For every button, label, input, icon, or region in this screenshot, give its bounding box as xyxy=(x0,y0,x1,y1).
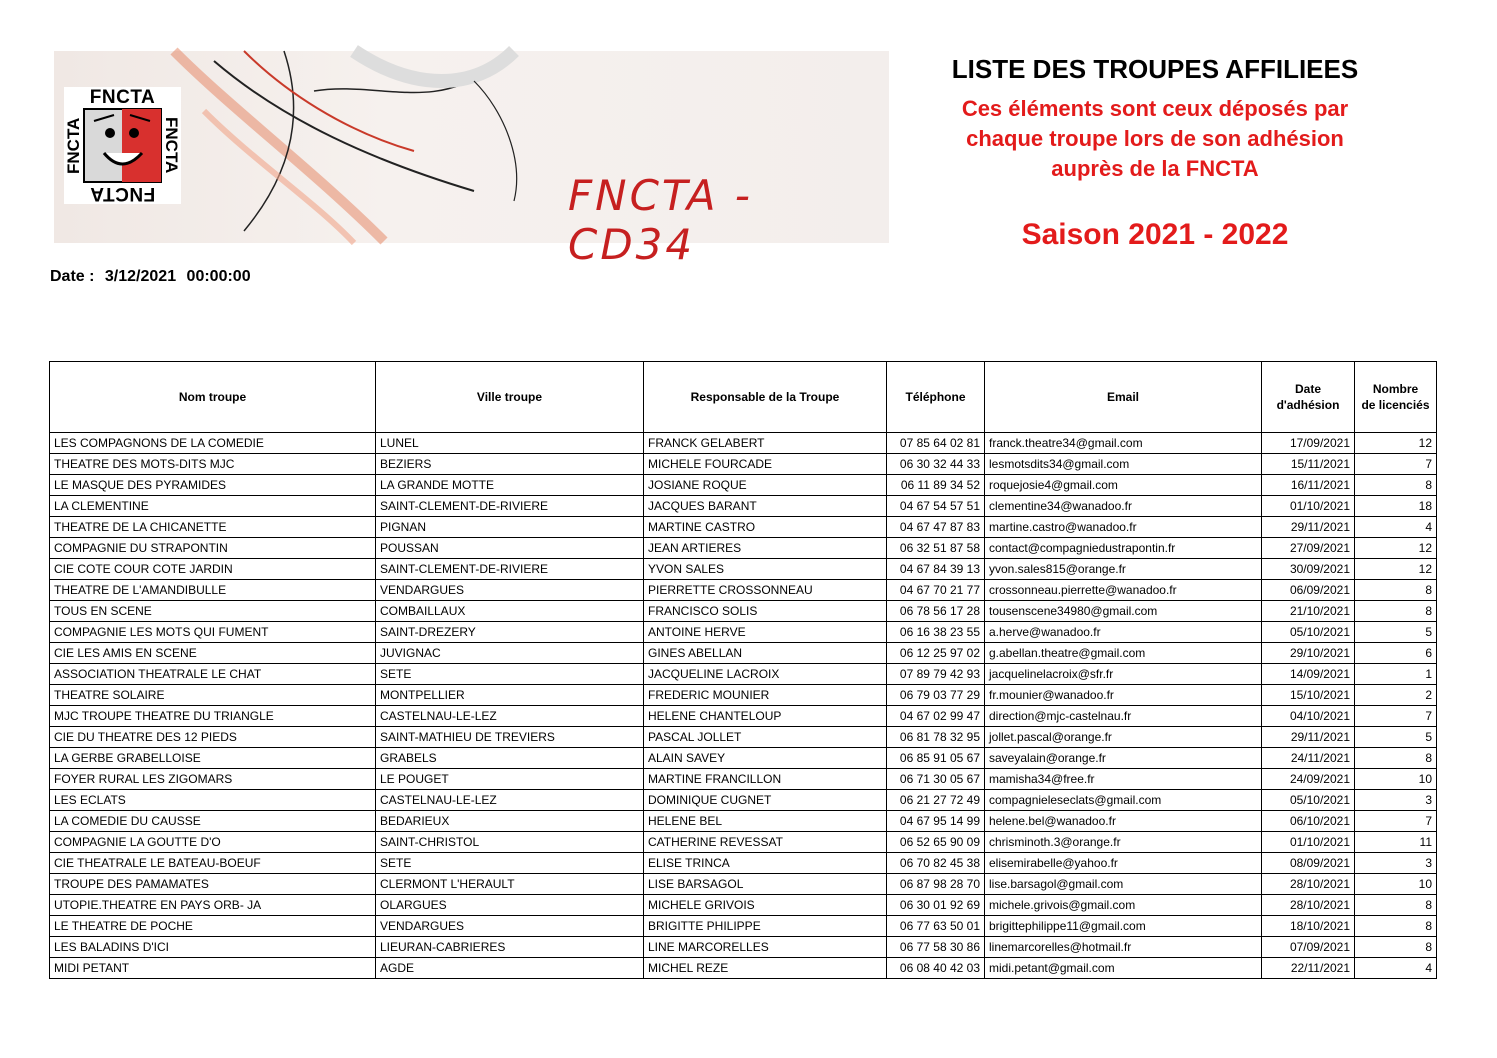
col-header-nombre-line1: Nombre xyxy=(1372,382,1419,396)
cell-ville-troupe: POUSSAN xyxy=(376,538,644,559)
cell-nombre-licencies: 5 xyxy=(1355,622,1437,643)
cell-nombre-licencies: 12 xyxy=(1355,559,1437,580)
cell-telephone: 06 32 51 87 58 xyxy=(887,538,985,559)
cell-date-adhesion: 01/10/2021 xyxy=(1262,832,1355,853)
cell-responsable: JEAN ARTIERES xyxy=(644,538,887,559)
cell-nombre-licencies: 8 xyxy=(1355,937,1437,958)
cell-responsable: YVON SALES xyxy=(644,559,887,580)
cell-telephone: 06 11 89 34 52 xyxy=(887,475,985,496)
cell-nombre-licencies: 8 xyxy=(1355,601,1437,622)
col-header-email: Email xyxy=(985,362,1262,433)
cell-telephone: 06 78 56 17 28 xyxy=(887,601,985,622)
cell-responsable: HELENE CHANTELOUP xyxy=(644,706,887,727)
cell-responsable: LINE MARCORELLES xyxy=(644,937,887,958)
cell-telephone: 07 89 79 42 93 xyxy=(887,664,985,685)
cell-telephone: 06 16 38 23 55 xyxy=(887,622,985,643)
cell-date-adhesion: 04/10/2021 xyxy=(1262,706,1355,727)
cell-nombre-licencies: 2 xyxy=(1355,685,1437,706)
cell-nombre-licencies: 7 xyxy=(1355,454,1437,475)
table-row xyxy=(50,496,1437,517)
cell-nom-troupe: LE MASQUE DES PYRAMIDES xyxy=(50,475,376,496)
cell-responsable: FRANCK GELABERT xyxy=(644,433,887,454)
cell-nom-troupe: CIE DU THEATRE DES 12 PIEDS xyxy=(50,727,376,748)
cell-nombre-licencies: 7 xyxy=(1355,706,1437,727)
cell-nombre-licencies: 8 xyxy=(1355,895,1437,916)
cell-nombre-licencies: 12 xyxy=(1355,538,1437,559)
cell-email: compagnieleseclats@gmail.com xyxy=(985,790,1262,811)
cell-email: michele.grivois@gmail.com xyxy=(985,895,1262,916)
cell-email: crossonneau.pierrette@wanadoo.fr xyxy=(985,580,1262,601)
col-header-date-line2: d'adhésion xyxy=(1276,398,1340,412)
date-label: Date : xyxy=(50,268,95,285)
cell-nombre-licencies: 12 xyxy=(1355,433,1437,454)
cell-nom-troupe: TOUS EN SCENE xyxy=(50,601,376,622)
cell-responsable: MICHELE FOURCADE xyxy=(644,454,887,475)
cell-responsable: JACQUES BARANT xyxy=(644,496,887,517)
subtitle-line-3: auprès de la FNCTA xyxy=(1051,156,1259,181)
cell-ville-troupe: LIEURAN-CABRIERES xyxy=(376,937,644,958)
cell-date-adhesion: 06/09/2021 xyxy=(1262,580,1355,601)
cell-email: martine.castro@wanadoo.fr xyxy=(985,517,1262,538)
cell-ville-troupe: CLERMONT L'HERAULT xyxy=(376,874,644,895)
table-row xyxy=(50,580,1437,601)
date-time: 00:00:00 xyxy=(186,268,251,285)
cell-email: fr.mounier@wanadoo.fr xyxy=(985,685,1262,706)
table-row xyxy=(50,685,1437,706)
cell-responsable: CATHERINE REVESSAT xyxy=(644,832,887,853)
table-row xyxy=(50,454,1437,475)
table-row xyxy=(50,853,1437,874)
cell-email: clementine34@wanadoo.fr xyxy=(985,496,1262,517)
cell-ville-troupe: SAINT-DREZERY xyxy=(376,622,644,643)
col-header-telephone: Téléphone xyxy=(887,362,985,433)
cell-email: lise.barsagol@gmail.com xyxy=(985,874,1262,895)
cell-date-adhesion: 29/11/2021 xyxy=(1262,517,1355,538)
cell-responsable: BRIGITTE PHILIPPE xyxy=(644,916,887,937)
cell-nom-troupe: COMPAGNIE LES MOTS QUI FUMENT xyxy=(50,622,376,643)
cell-date-adhesion: 15/10/2021 xyxy=(1262,685,1355,706)
cell-responsable: MICHEL REZE xyxy=(644,958,887,979)
table-row xyxy=(50,916,1437,937)
table-row xyxy=(50,433,1437,454)
fncta-logo xyxy=(64,87,181,204)
page-title: LISTE DES TROUPES AFFILIEES xyxy=(951,54,1359,84)
cell-nombre-licencies: 6 xyxy=(1355,643,1437,664)
cell-telephone: 06 77 63 50 01 xyxy=(887,916,985,937)
cell-email: roquejosie4@gmail.com xyxy=(985,475,1262,496)
cell-telephone: 06 85 91 05 67 xyxy=(887,748,985,769)
cell-date-adhesion: 07/09/2021 xyxy=(1262,937,1355,958)
cell-email: mamisha34@free.fr xyxy=(985,769,1262,790)
col-header-date-line1: Date xyxy=(1294,382,1321,396)
cell-ville-troupe: CASTELNAU-LE-LEZ xyxy=(376,790,644,811)
cell-nombre-licencies: 18 xyxy=(1355,496,1437,517)
cell-nombre-licencies: 8 xyxy=(1355,916,1437,937)
cell-nom-troupe: THEATRE DES MOTS-DITS MJC xyxy=(50,454,376,475)
cell-nombre-licencies: 7 xyxy=(1355,811,1437,832)
cell-nombre-licencies: 8 xyxy=(1355,475,1437,496)
cell-responsable: PIERRETTE CROSSONNEAU xyxy=(644,580,887,601)
cell-email: tousenscene34980@gmail.com xyxy=(985,601,1262,622)
cell-ville-troupe: SAINT-CLEMENT-DE-RIVIERE xyxy=(376,559,644,580)
cell-ville-troupe: SETE xyxy=(376,664,644,685)
cell-responsable: DOMINIQUE CUGNET xyxy=(644,790,887,811)
table-row xyxy=(50,895,1437,916)
logo-text-left: FNCTA xyxy=(64,117,83,174)
cell-nombre-licencies: 8 xyxy=(1355,580,1437,601)
cell-ville-troupe: MONTPELLIER xyxy=(376,685,644,706)
cell-date-adhesion: 14/09/2021 xyxy=(1262,664,1355,685)
table-row xyxy=(50,727,1437,748)
cell-date-adhesion: 30/09/2021 xyxy=(1262,559,1355,580)
cell-telephone: 04 67 54 57 51 xyxy=(887,496,985,517)
col-header-date xyxy=(1262,362,1355,433)
cell-nom-troupe: LES COMPAGNONS DE LA COMEDIE xyxy=(50,433,376,454)
cell-nombre-licencies: 4 xyxy=(1355,517,1437,538)
cell-nombre-licencies: 10 xyxy=(1355,769,1437,790)
subtitle-line-2: chaque troupe lors de son adhésion xyxy=(966,126,1344,151)
cell-nom-troupe: CIE THEATRALE LE BATEAU-BOEUF xyxy=(50,853,376,874)
cell-telephone: 06 79 03 77 29 xyxy=(887,685,985,706)
col-header-responsable: Responsable de la Troupe xyxy=(644,362,887,433)
cell-telephone: 06 77 58 30 86 xyxy=(887,937,985,958)
table-row xyxy=(50,937,1437,958)
cell-nombre-licencies: 8 xyxy=(1355,748,1437,769)
cell-date-adhesion: 24/11/2021 xyxy=(1262,748,1355,769)
page-subtitle xyxy=(905,94,1405,184)
cell-responsable: JOSIANE ROQUE xyxy=(644,475,887,496)
table-row xyxy=(50,958,1437,979)
cell-telephone: 06 08 40 42 03 xyxy=(887,958,985,979)
cell-email: chrisminoth.3@orange.fr xyxy=(985,832,1262,853)
cell-date-adhesion: 16/11/2021 xyxy=(1262,475,1355,496)
cell-email: yvon.sales815@orange.fr xyxy=(985,559,1262,580)
cell-responsable: ALAIN SAVEY xyxy=(644,748,887,769)
table-row xyxy=(50,664,1437,685)
cell-nom-troupe: LES BALADINS D'ICI xyxy=(50,937,376,958)
cell-email: helene.bel@wanadoo.fr xyxy=(985,811,1262,832)
cell-responsable: ANTOINE HERVE xyxy=(644,622,887,643)
cell-ville-troupe: LE POUGET xyxy=(376,769,644,790)
cell-telephone: 04 67 02 99 47 xyxy=(887,706,985,727)
cell-nom-troupe: LA COMEDIE DU CAUSSE xyxy=(50,811,376,832)
cell-nom-troupe: THEATRE SOLAIRE xyxy=(50,685,376,706)
cell-telephone: 04 67 84 39 13 xyxy=(887,559,985,580)
cell-ville-troupe: JUVIGNAC xyxy=(376,643,644,664)
cell-date-adhesion: 29/10/2021 xyxy=(1262,643,1355,664)
cell-email: elisemirabelle@yahoo.fr xyxy=(985,853,1262,874)
cell-date-adhesion: 05/10/2021 xyxy=(1262,790,1355,811)
cell-email: franck.theatre34@gmail.com xyxy=(985,433,1262,454)
cell-nom-troupe: COMPAGNIE DU STRAPONTIN xyxy=(50,538,376,559)
cell-date-adhesion: 21/10/2021 xyxy=(1262,601,1355,622)
cell-nom-troupe: LE THEATRE DE POCHE xyxy=(50,916,376,937)
cell-date-adhesion: 06/10/2021 xyxy=(1262,811,1355,832)
col-header-nombre-line2: de licenciés xyxy=(1361,398,1430,412)
cell-date-adhesion: 29/11/2021 xyxy=(1262,727,1355,748)
table-row xyxy=(50,643,1437,664)
cell-nom-troupe: CIE LES AMIS EN SCENE xyxy=(50,643,376,664)
cell-ville-troupe: SAINT-CLEMENT-DE-RIVIERE xyxy=(376,496,644,517)
cell-ville-troupe: VENDARGUES xyxy=(376,916,644,937)
cell-date-adhesion: 08/09/2021 xyxy=(1262,853,1355,874)
cell-ville-troupe: AGDE xyxy=(376,958,644,979)
cell-date-adhesion: 18/10/2021 xyxy=(1262,916,1355,937)
cell-nom-troupe: MIDI PETANT xyxy=(50,958,376,979)
cell-nom-troupe: CIE COTE COUR COTE JARDIN xyxy=(50,559,376,580)
cell-telephone: 06 21 27 72 49 xyxy=(887,790,985,811)
table-header-row xyxy=(50,362,1437,433)
cell-responsable: ELISE TRINCA xyxy=(644,853,887,874)
col-header-ville: Ville troupe xyxy=(376,362,644,433)
cell-nombre-licencies: 11 xyxy=(1355,832,1437,853)
cell-responsable: HELENE BEL xyxy=(644,811,887,832)
cell-telephone: 06 70 82 45 38 xyxy=(887,853,985,874)
cell-email: contact@compagniedustrapontin.fr xyxy=(985,538,1262,559)
cell-nom-troupe: COMPAGNIE LA GOUTTE D'O xyxy=(50,832,376,853)
theatre-masks-icon xyxy=(84,109,161,182)
date-value: 3/12/2021 xyxy=(104,268,177,285)
cell-nom-troupe: ASSOCIATION THEATRALE LE CHAT xyxy=(50,664,376,685)
cell-ville-troupe: COMBAILLAUX xyxy=(376,601,644,622)
table-row xyxy=(50,538,1437,559)
cell-responsable: GINES ABELLAN xyxy=(644,643,887,664)
cell-nombre-licencies: 3 xyxy=(1355,790,1437,811)
cell-ville-troupe: VENDARGUES xyxy=(376,580,644,601)
cell-email: jacquelinelacroix@sfr.fr xyxy=(985,664,1262,685)
cell-date-adhesion: 01/10/2021 xyxy=(1262,496,1355,517)
cell-telephone: 06 81 78 32 95 xyxy=(887,727,985,748)
cell-ville-troupe: OLARGUES xyxy=(376,895,644,916)
cell-email: brigittephilippe11@gmail.com xyxy=(985,916,1262,937)
cell-nombre-licencies: 10 xyxy=(1355,874,1437,895)
cell-date-adhesion: 24/09/2021 xyxy=(1262,769,1355,790)
subtitle-line-1: Ces éléments sont ceux déposés par xyxy=(961,96,1349,121)
table-row xyxy=(50,769,1437,790)
cell-ville-troupe: SETE xyxy=(376,853,644,874)
cell-ville-troupe: BEZIERS xyxy=(376,454,644,475)
cell-telephone: 07 85 64 02 81 xyxy=(887,433,985,454)
cell-nom-troupe: MJC TROUPE THEATRE DU TRIANGLE xyxy=(50,706,376,727)
cell-nom-troupe: TROUPE DES PAMAMATES xyxy=(50,874,376,895)
cell-responsable: LISE BARSAGOL xyxy=(644,874,887,895)
cell-responsable: MARTINE CASTRO xyxy=(644,517,887,538)
table-row xyxy=(50,475,1437,496)
table-row xyxy=(50,622,1437,643)
col-header-nombre xyxy=(1355,362,1437,433)
cell-telephone: 06 30 32 44 33 xyxy=(887,454,985,475)
cell-nom-troupe: UTOPIE.THEATRE EN PAYS ORB- JA xyxy=(50,895,376,916)
season-title: Saison 2021 - 2022 xyxy=(1021,218,1289,251)
cell-telephone: 06 71 30 05 67 xyxy=(887,769,985,790)
cell-date-adhesion: 28/10/2021 xyxy=(1262,895,1355,916)
cell-ville-troupe: PIGNAN xyxy=(376,517,644,538)
table-row xyxy=(50,706,1437,727)
cell-date-adhesion: 05/10/2021 xyxy=(1262,622,1355,643)
troupes-table xyxy=(49,361,1437,979)
cell-telephone: 04 67 95 14 99 xyxy=(887,811,985,832)
cell-email: midi.petant@gmail.com xyxy=(985,958,1262,979)
cell-nom-troupe: THEATRE DE LA CHICANETTE xyxy=(50,517,376,538)
cell-nom-troupe: THEATRE DE L'AMANDIBULLE xyxy=(50,580,376,601)
cell-date-adhesion: 17/09/2021 xyxy=(1262,433,1355,454)
table-row xyxy=(50,517,1437,538)
cell-email: a.herve@wanadoo.fr xyxy=(985,622,1262,643)
cell-responsable: FREDERIC MOUNIER xyxy=(644,685,887,706)
cell-nom-troupe: LES ECLATS xyxy=(50,790,376,811)
cell-nom-troupe: FOYER RURAL LES ZIGOMARS xyxy=(50,769,376,790)
cell-date-adhesion: 22/11/2021 xyxy=(1262,958,1355,979)
cell-telephone: 06 12 25 97 02 xyxy=(887,643,985,664)
cell-email: lesmotsdits34@gmail.com xyxy=(985,454,1262,475)
cell-date-adhesion: 28/10/2021 xyxy=(1262,874,1355,895)
cell-nombre-licencies: 1 xyxy=(1355,664,1437,685)
cell-email: saveyalain@orange.fr xyxy=(985,748,1262,769)
table-row xyxy=(50,790,1437,811)
cell-responsable: MICHELE GRIVOIS xyxy=(644,895,887,916)
cell-ville-troupe: CASTELNAU-LE-LEZ xyxy=(376,706,644,727)
cell-telephone: 06 87 98 28 70 xyxy=(887,874,985,895)
table-row xyxy=(50,874,1437,895)
table-row xyxy=(50,601,1437,622)
cell-nom-troupe: LA GERBE GRABELLOISE xyxy=(50,748,376,769)
cell-nom-troupe: LA CLEMENTINE xyxy=(50,496,376,517)
document-date xyxy=(50,268,257,286)
cell-nombre-licencies: 5 xyxy=(1355,727,1437,748)
cell-ville-troupe: LA GRANDE MOTTE xyxy=(376,475,644,496)
cell-ville-troupe: BEDARIEUX xyxy=(376,811,644,832)
cell-telephone: 06 30 01 92 69 xyxy=(887,895,985,916)
cell-email: direction@mjc-castelnau.fr xyxy=(985,706,1262,727)
cell-date-adhesion: 27/09/2021 xyxy=(1262,538,1355,559)
cell-email: jollet.pascal@orange.fr xyxy=(985,727,1262,748)
table-row xyxy=(50,559,1437,580)
cell-email: linemarcorelles@hotmail.fr xyxy=(985,937,1262,958)
cell-ville-troupe: SAINT-CHRISTOL xyxy=(376,832,644,853)
logo-text-top: FNCTA xyxy=(89,87,156,108)
logo-text-bottom: FNCTA xyxy=(89,183,156,204)
cell-nombre-licencies: 3 xyxy=(1355,853,1437,874)
cell-date-adhesion: 15/11/2021 xyxy=(1262,454,1355,475)
cell-ville-troupe: SAINT-MATHIEU DE TREVIERS xyxy=(376,727,644,748)
cell-nombre-licencies: 4 xyxy=(1355,958,1437,979)
cell-responsable: JACQUELINE LACROIX xyxy=(644,664,887,685)
cell-telephone: 04 67 47 87 83 xyxy=(887,517,985,538)
header-banner xyxy=(54,51,889,269)
cell-email: g.abellan.theatre@gmail.com xyxy=(985,643,1262,664)
table-body xyxy=(50,433,1437,979)
cell-responsable: PASCAL JOLLET xyxy=(644,727,887,748)
cell-ville-troupe: GRABELS xyxy=(376,748,644,769)
col-header-nom: Nom troupe xyxy=(50,362,376,433)
cell-ville-troupe: LUNEL xyxy=(376,433,644,454)
table-row xyxy=(50,748,1437,769)
cell-responsable: FRANCISCO SOLIS xyxy=(644,601,887,622)
table-row xyxy=(50,811,1437,832)
cell-responsable: MARTINE FRANCILLON xyxy=(644,769,887,790)
table-row xyxy=(50,832,1437,853)
cell-telephone: 04 67 70 21 77 xyxy=(887,580,985,601)
brand-text: FNCTA - CD34 xyxy=(568,171,753,269)
cell-telephone: 06 52 65 90 09 xyxy=(887,832,985,853)
logo-text-right: FNCTA xyxy=(162,117,181,174)
